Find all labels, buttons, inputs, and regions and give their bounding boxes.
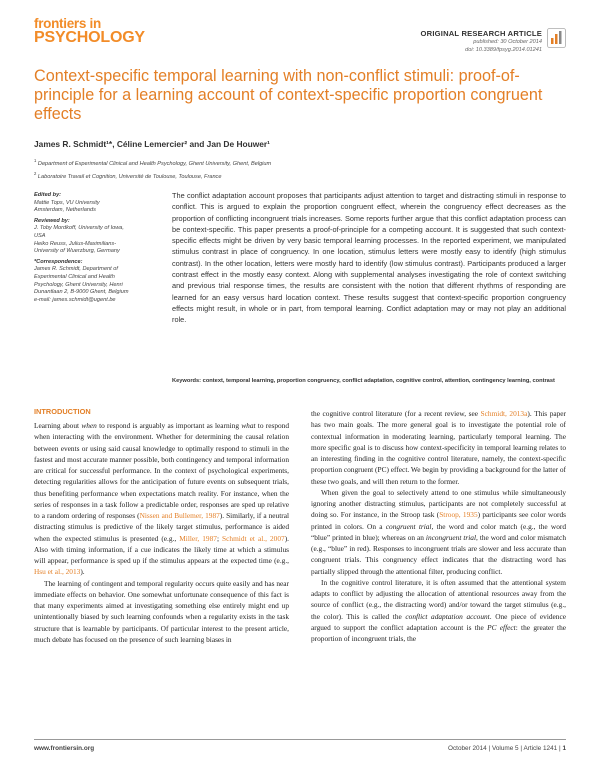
published-date: published: 30 October 2014 (473, 39, 542, 45)
article-title: Context-specific temporal learning with non-conflict stimuli: proof-of-principle for a learning account of context-specific proportion congruent effects (34, 67, 543, 123)
correspondence-email[interactable]: e-mail: james.schmidt@ugent.be (34, 296, 116, 303)
body-column-right (311, 408, 566, 644)
footer-article-number: Article 1241 (523, 745, 558, 752)
edited-by: Mattie Tops, VU University Amsterdam, Netherlands (34, 199, 100, 214)
citation-link[interactable]: Nissen and Bullemer, 1987 (139, 511, 220, 520)
correspondence-heading: *Correspondence: (34, 258, 83, 265)
article-meta (421, 29, 542, 54)
paragraph: When given the goal to selectively attend to one stimulus while simultaneously ignoring another distracting stimulus, participants are not completely successful at doing so. For instance, in the Stroop task (Stroop, 1935) participants see color words printed in colors. On a congruent trial, the word and color match (e.g., the word “blue” printed in blue); whereas on an incongruent trial, the word and color mismatch (e.g., “blue” in red). Responses to incongruent trials are slower and less accurate than congruent trials. This congruency effect indicates that the distracting word has partially slipped through the attentional filter, producing conflict. (311, 487, 566, 576)
citation-link[interactable]: Hsu et al., 2013 (34, 567, 81, 577)
logo-line-top: frontiers in (34, 16, 101, 31)
doi: doi: 10.3389/fpsyg.2014.01241 (465, 47, 542, 53)
page-number: 1 (562, 745, 566, 752)
citation-link[interactable]: Schmidt, 2013a (480, 409, 528, 418)
edited-by-heading: Edited by: (34, 192, 62, 198)
paragraph: Learning about when to respond is arguably as important as learning what to respond when interacting with the environment. Whether for determining the causal relation between events or using said causal knowledge to optimally respond to stimuli in the fastest and most accurate manner possible, both contingency and temporal information are critical for successful performance. In the context of psychological experiments, detecting regularities allows for the anticipation of future events on subsequent trials, thus benefiting performance when expectations match reality. For instance, when the series of responses in a task follow a predictable order, responses are sped up relative to a random ordering of responses (Nissen and Bullemer, 1987). Similarly, if a neutral distracting stimulus is predictive of the likely target stimulus, performance is aided when the expected stimulus is presented (e.g., Miller, 1987; Schmidt et al., 2007). Also with timing information, if a cue indicates the likely time at which a stimulus will appear, performance is sped up if the stimulus appears at the expected time (e.g., Hsu et al., 2013). (34, 421, 290, 577)
body-column-left (34, 420, 289, 645)
citation-link[interactable]: Stroop, 1935 (439, 510, 478, 520)
paragraph: The learning of contingent and temporal regularity occurs quite easily and has near immediate effects on behavior. One somewhat unfortunate consequence of this fact is that many experiments aimed at investigating something else entirely might end up unintentionally biased by such learning confounds when a regularity exists in the task structure that is learnable by participants. Of particular interest to the present article, much debate has focused on the presence of such learning biases in (34, 578, 289, 644)
footer-divider (34, 739, 566, 740)
footer-citation: October 2014 | Volume 5 | Article 1241 | 1 (448, 745, 566, 752)
section-heading-introduction: INTRODUCTION (34, 407, 91, 416)
footer-volume: Volume 5 (491, 745, 519, 752)
citation-link[interactable]: Miller, 1987 (179, 533, 217, 543)
footer-date: October 2014 (448, 745, 487, 752)
article-type: ORIGINAL RESEARCH ARTICLE (420, 29, 542, 38)
reviewed-by: J. Toby Mordkoff, University of Iowa, USA Heiko Reuss, Julius-Maximilians- University of Wuerzburg, Germany (34, 225, 124, 255)
author-list: James R. Schmidt¹*, Céline Lemercier² and Jan De Houwer¹ (34, 139, 270, 149)
abstract: The conflict adaptation account proposes that participants adjust attention to target and distracting stimuli in response to conflict. This is argued to explain the proportion congruent effect, wherein the congruency effect decreases as the proportion of conflicting incongruent trials increases. Some reports further argue that this conflict adaptation process can be context-specific. This paper presents a proof-of-principle for a competing account. It is suggested that such context-specific effects might be driven by very basic temporal learning processes. In the reported experiment, we manipulated stimulus contrast in place of congruency. In one location, stimulus letters were mostly easy to identify (high stimulus contrast). In the other location, letters were mostly hard to identify (low stimulus contrast). Participants produced a larger contrast effect in the mostly easy context. Along with supplemental analyses investigating the role of context switching and previous trial response times, the results are consistent with the notion that different rhythms of responding are learned for an easy versus hard location context. These results suggest that context-specific proportion congruency effects might result, in whole or in part, from temporal learning. Conflict adaptation may or may not play an additional role. (172, 191, 566, 325)
paragraph: In the cognitive control literature, it is often assumed that the attentional system adapts to conflict by adjusting the allocation of attentional resources away from the source of conflict (e.g., the distracting word) and/or toward the target stimulus (e.g., the color). This is called the conflict adaptation account. One piece of evidence argued to support the conflict adaptation account is the PC effect: the greater the proportion of incongruent trials, the (311, 577, 567, 643)
reviewed-by-heading: Reviewed by: (34, 217, 70, 224)
logo-line-bottom: PSYCHOLOGY (34, 28, 145, 46)
keywords: Keywords: context, temporal learning, proportion congruency, conflict adaptation, cognitive control, attention, contingency learning, contrast (172, 378, 555, 384)
editorial-sidebar (34, 192, 164, 307)
correspondence: James R. Schmidt, Department of Experimental Clinical and Health Psychology, Ghent University, Henri Dunantlaan 2, B-9000 Ghent, Belgium e-mail: james.schmidt@ugent.be (34, 266, 164, 304)
crossmark-icon[interactable] (547, 28, 566, 48)
paragraph: the cognitive control literature (for a recent review, see Schmidt, 2013a). This paper has two main goals. The more general goal is to investigate the potential role of contextual information in moderating learning, particularly temporal learning. The more specific goal is to discuss how context-specificity in temporal learning relates to an interesting finding in the cognitive control literature, namely, the context-specific proportion congruent (PC) effect. We begin by providing a background for the latter of these two goals, and will then return to the former. (311, 409, 567, 486)
affiliations (34, 156, 271, 182)
affiliation-2: $^2$ Laboratoire Travail et Cognition, Université de Toulouse, Toulouse, France (34, 170, 222, 180)
footer-website-link[interactable]: www.frontiersin.org (34, 745, 95, 752)
affiliation-1: $^1$ Department of Experimental Clinical and Health Psychology, Ghent University, Ghent, Belgium (34, 158, 272, 167)
citation-link[interactable]: Schmidt et al., 2007 (222, 533, 285, 543)
journal-logo (34, 17, 145, 46)
